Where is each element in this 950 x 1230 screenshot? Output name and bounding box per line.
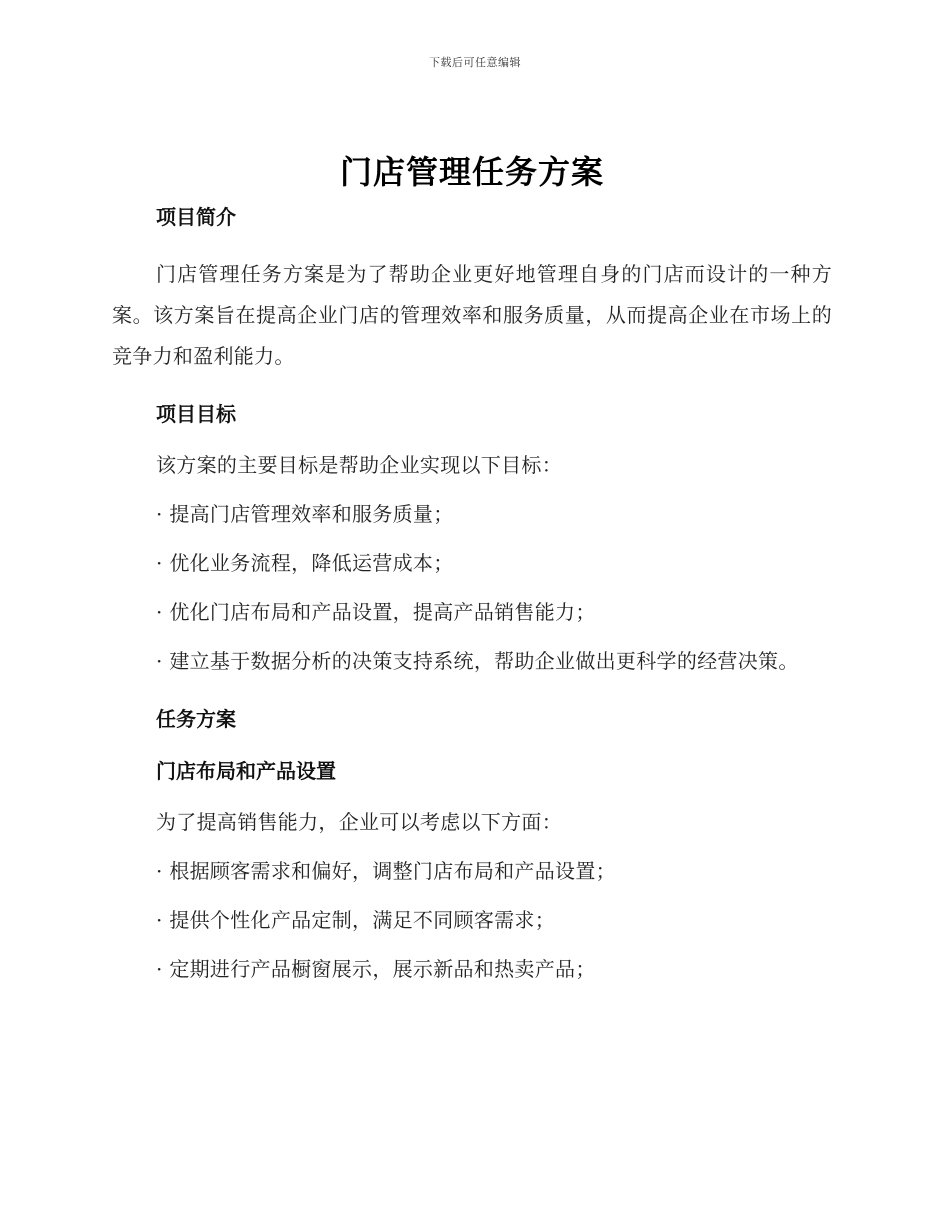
layout-lead: 为了提高销售能力，企业可以考虑以下方面： xyxy=(156,810,562,834)
layout-item: · 根据顾客需求和偏好，调整门店布局和产品设置； xyxy=(156,859,616,883)
goal-item: · 优化门店布局和产品设置，提高产品销售能力； xyxy=(156,600,596,624)
layout-item: · 提供个性化产品定制，满足不同顾客需求； xyxy=(156,908,556,932)
goal-item: · 提高门店管理效率和服务质量； xyxy=(156,502,454,526)
section-heading-goals: 项目目标 xyxy=(156,402,236,426)
goals-lead: 该方案的主要目标是帮助企业实现以下目标： xyxy=(156,453,562,477)
document-body xyxy=(112,150,832,990)
section-heading-intro: 项目简介 xyxy=(156,205,236,229)
header-note: 下载后可任意编辑 xyxy=(429,56,521,69)
intro-paragraph: 门店管理任务方案是为了帮助企业更好地管理自身的门店而设计的一种方案。该方案旨在提高企业门店的管理效率和服务质量，从而提高企业在市场上的竞争力和盈利能力。 xyxy=(112,262,832,368)
layout-item: · 定期进行产品橱窗展示，展示新品和热卖产品； xyxy=(156,957,596,981)
page-title: 门店管理任务方案 xyxy=(339,153,604,191)
goal-item: · 优化业务流程，降低运营成本； xyxy=(156,551,454,575)
subsection-heading-layout: 门店布局和产品设置 xyxy=(156,759,336,783)
goal-item: · 建立基于数据分析的决策支持系统，帮助企业做出更科学的经营决策。 xyxy=(156,649,799,673)
section-heading-plan: 任务方案 xyxy=(156,707,236,731)
